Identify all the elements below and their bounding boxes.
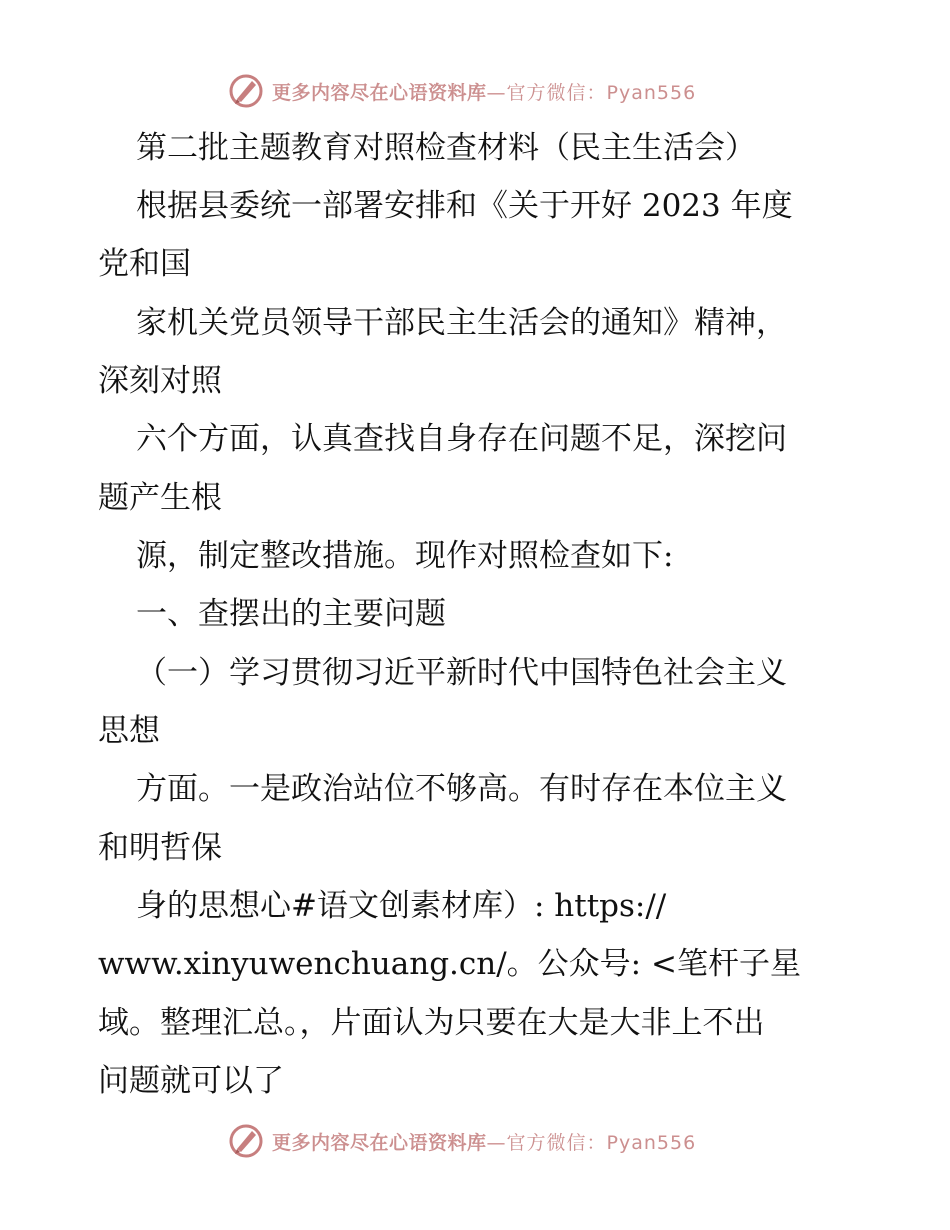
text-line: 思想 [98,713,160,749]
text-line: www.xinyuwenchuang.cn/。公众号: <笔杆子星 [98,946,801,982]
text-line: 题产生根 [98,480,222,516]
text-line: 和明哲保 [98,830,222,866]
watermark-footer [228,1121,696,1161]
text-line: 方面。一是政治站位不够高。有时存在本位主义 [136,771,787,807]
text-line: 六个方面，认真查找自身存在问题不足，深挖问 [136,421,787,457]
document-title: 第二批主题教育对照检查材料（民主生活会） [136,130,756,166]
pen-logo-icon [228,73,264,109]
watermark-wechat: —官方微信：Pyan556 [486,1131,697,1154]
text-line: 根据县委统一部署安排和《关于开好 2023 年度 [136,188,793,224]
watermark-brand: 更多内容尽在心语资料库 [272,81,487,104]
section-heading: 一、查摆出的主要问题 [136,596,446,632]
watermark-header [228,71,696,111]
text-line: 源，制定整改措施。现作对照检查如下: [136,538,674,574]
text-line: 家机关党员领导干部民主生活会的通知》精神， [136,305,787,341]
text-line: 域。整理汇总。，片面认为只要在大是大非上不出 [98,1005,765,1041]
text-line: 问题就可以了 [98,1063,284,1099]
text-line: 深刻对照 [98,363,222,399]
watermark-brand: 更多内容尽在心语资料库 [272,1131,487,1154]
text-line: （一）学习贯彻习近平新时代中国特色社会主义 [136,655,787,691]
text-line: 党和国 [98,246,191,282]
pen-logo-icon [228,1123,264,1159]
watermark-wechat: —官方微信：Pyan556 [486,81,697,104]
text-line: 身的思想心#语文创素材库）: https:// [136,888,667,924]
